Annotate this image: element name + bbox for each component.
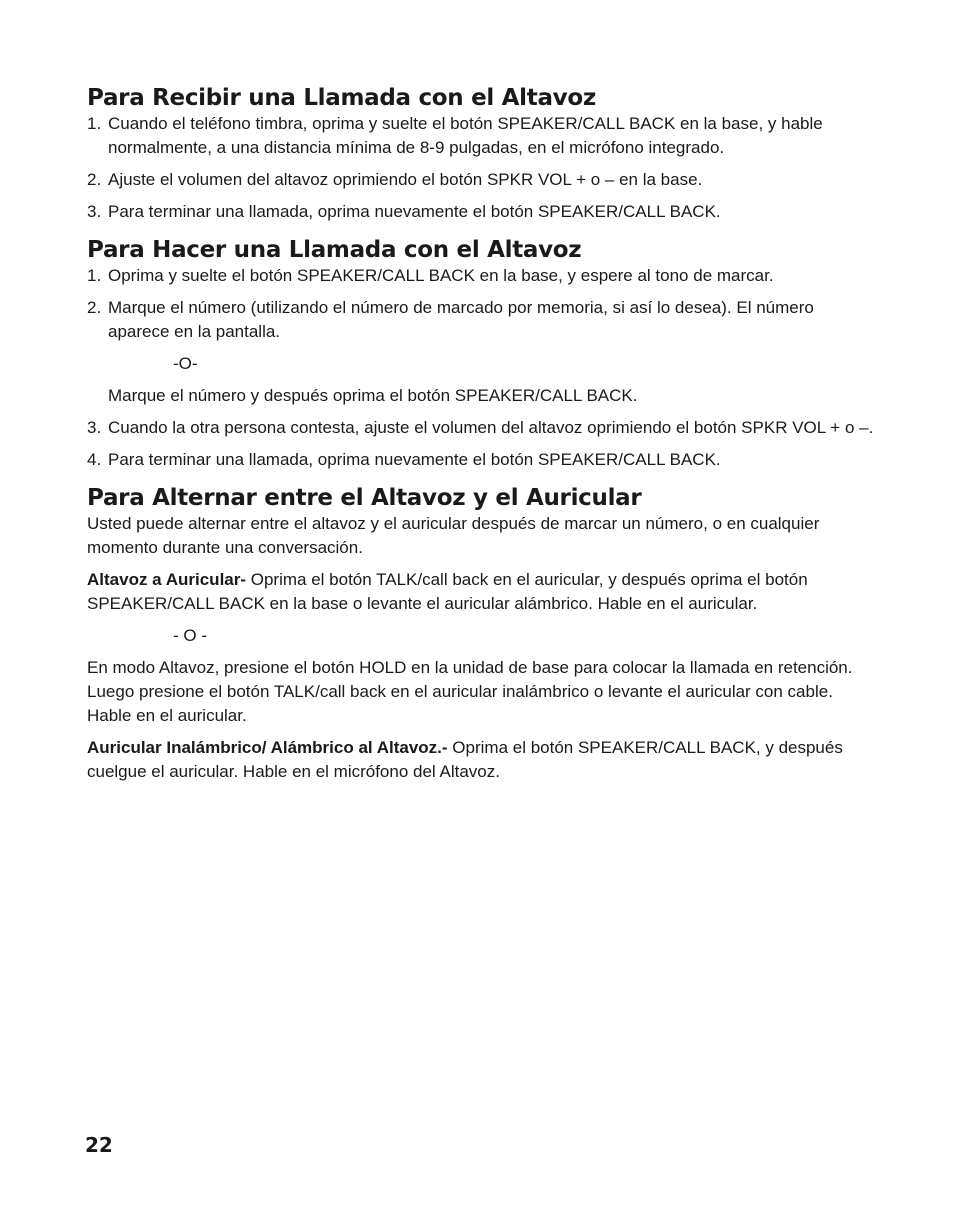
list-item: 2. Marque el número (utilizando el número de marcado por memoria, si así lo desea). El número aparece en la pantalla.	[87, 298, 814, 341]
section-switch	[87, 484, 877, 784]
paragraph-hold: En modo Altavoz, presione el botón HOLD en la unidad de base para colocar la llamada en retención. Luego presione el botón TALK/call back en el auricular inalámbrico o levante el auricular con cable. Hable en el auricular.	[87, 658, 853, 725]
list-item: 4. Para terminar una llamada, oprima nuevamente el botón SPEAKER/CALL BACK.	[87, 450, 721, 469]
steps-list	[87, 112, 877, 224]
intro-paragraph: Usted puede alternar entre el altavoz y el auricular después de marcar un número, o en cualquier momento durante una conversación.	[87, 514, 820, 557]
section-heading: Para Alternar entre el Altavoz y el Auricular	[87, 485, 642, 511]
page-content	[87, 84, 877, 796]
list-item: 2. Ajuste el volumen del altavoz oprimiendo el botón SPKR VOL + o – en la base.	[87, 170, 703, 189]
continuation-text: Marque el número y después oprima el botón SPEAKER/CALL BACK.	[108, 386, 638, 405]
paragraph-handset-to-speaker: Auricular Inalámbrico/ Alámbrico al Altavoz.- Oprima el botón SPEAKER/CALL BACK, y después cuelgue el auricular. Hable en el micrófono del Altavoz.	[87, 738, 843, 781]
section-make-call	[87, 236, 877, 472]
list-item: 1. Cuando el teléfono timbra, oprima y suelte el botón SPEAKER/CALL BACK en la base, y hable normalmente, a una distancia mínima de 8-9 pulgadas, en el micrófono integrado.	[87, 114, 823, 157]
or-separator: - O -	[173, 626, 207, 645]
section-heading: Para Hacer una Llamada con el Altavoz	[87, 237, 582, 263]
paragraph-speaker-to-handset: Altavoz a Auricular- Oprima el botón TALK/call back en el auricular, y después oprima el botón SPEAKER/CALL BACK en la base o levante el auricular alámbrico. Hable en el auricular.	[87, 570, 808, 613]
section-heading: Para Recibir una Llamada con el Altavoz	[87, 85, 596, 111]
steps-list	[87, 264, 877, 472]
page-number: 22	[85, 1133, 113, 1157]
section-receive-call	[87, 84, 877, 224]
or-separator: -O-	[173, 354, 198, 373]
list-item: 1. Oprima y suelte el botón SPEAKER/CALL BACK en la base, y espere al tono de marcar.	[87, 266, 774, 285]
list-item: 3. Para terminar una llamada, oprima nuevamente el botón SPEAKER/CALL BACK.	[87, 202, 721, 221]
list-item: 3. Cuando la otra persona contesta, ajuste el volumen del altavoz oprimiendo el botón SPKR VOL + o –.	[87, 418, 874, 437]
